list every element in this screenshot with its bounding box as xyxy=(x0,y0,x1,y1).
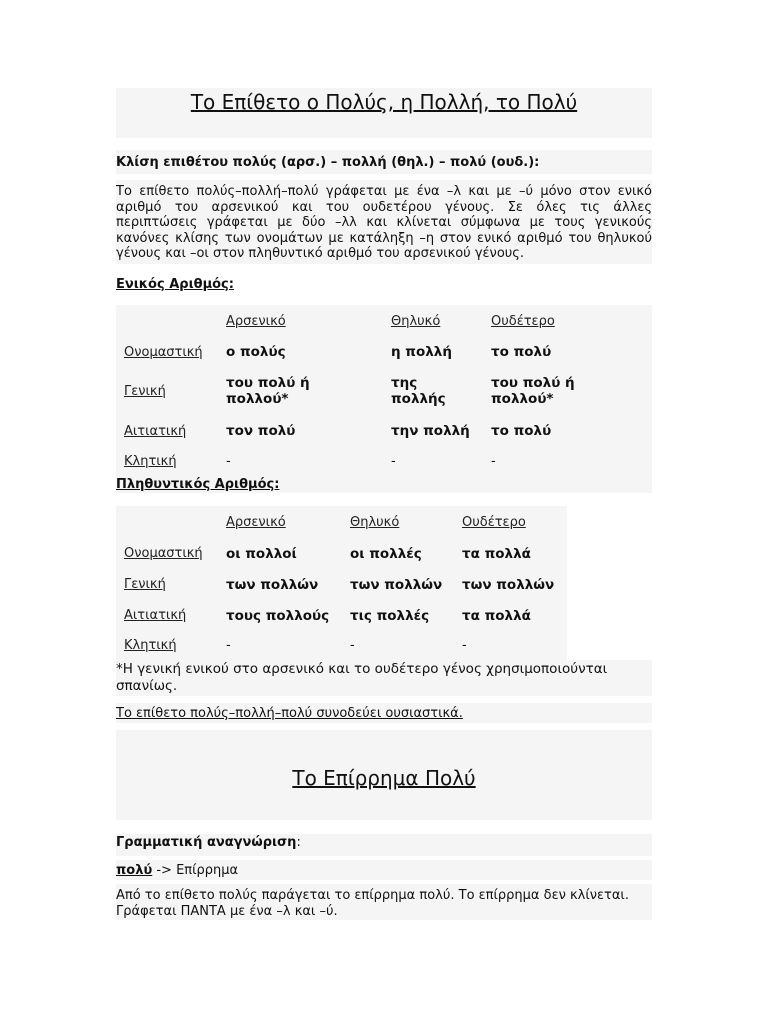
singular-table xyxy=(116,305,652,475)
column-header: Θηλυκό xyxy=(391,313,441,329)
table-cell: - xyxy=(391,453,396,469)
intro-line: αριθμό του αρσενικού και του ουδετέρου γένους. Σε όλες τις άλλες xyxy=(116,199,652,215)
table-cell: οι πολλοί xyxy=(226,545,297,562)
plural-heading: Πληθυντικός Αριθμός: xyxy=(116,477,280,492)
case-label: Γενική xyxy=(124,577,166,592)
intro-paragraph xyxy=(116,184,652,262)
table-cell: των πολλών xyxy=(350,576,443,593)
table-cell: της πολλής xyxy=(391,375,446,407)
case-label: Ονομαστική xyxy=(124,344,203,360)
table-cell: το πολύ xyxy=(491,423,552,439)
case-label: Κλητική xyxy=(124,638,177,653)
table-cell: - xyxy=(226,638,231,653)
table-row xyxy=(116,538,567,569)
footnote-line: σπανίως. xyxy=(116,678,178,694)
table-cell: το πολύ xyxy=(491,344,552,360)
intro-line: κανόνες κλίσης των ονομάτων με κατάληξη –η στον ενικό αριθμό του θηλυκού xyxy=(116,230,652,246)
intro-line: Το επίθετο πολύς–πολλή–πολύ γράφεται με ένα –λ και με –ύ μόνο στον ενικό xyxy=(116,184,652,199)
table-cell: η πολλή xyxy=(391,344,452,360)
table-cell: τους πολλούς xyxy=(226,607,330,624)
table-cell: τα πολλά xyxy=(462,607,531,624)
adverb-title: Το Επίρρημα Πολύ xyxy=(292,766,476,790)
intro-line: περιπτώσεις γράφεται με δύο –λλ και κλίνεται σύμφωνα με τους γενικούς xyxy=(116,215,652,230)
column-header: Ουδέτερο xyxy=(462,514,526,530)
table-row xyxy=(116,569,567,600)
table-cell: του πολύ ή πολλού* xyxy=(226,375,310,407)
adverb-text-line: Από το επίθετο πολύς παράγεται το επίρρημα πολύ. Το επίρρημα δεν κλίνεται. xyxy=(116,888,629,903)
adverb-text xyxy=(116,888,652,919)
table-cell: τις πολλές xyxy=(350,607,430,624)
case-label: Κλητική xyxy=(124,453,177,469)
table-row xyxy=(116,415,652,447)
table-cell: ο πολύς xyxy=(226,344,286,360)
case-label: Ονομαστική xyxy=(124,546,203,561)
case-label: Αιτιατική xyxy=(124,423,187,439)
column-header: Αρσενικό xyxy=(226,514,286,530)
table-cell: τα πολλά xyxy=(462,545,531,562)
column-header: Αρσενικό xyxy=(226,313,286,329)
adverb-word: πολύ xyxy=(116,863,153,878)
table-cell: την πολλή xyxy=(391,423,470,439)
word-line xyxy=(116,863,652,879)
intro-line: γένους και –οι στον πληθυντικό αριθμό του αρσενικού γένους. xyxy=(116,246,525,261)
column-header: Ουδέτερο xyxy=(491,313,555,329)
table-cell: του πολύ ή πολλού* xyxy=(491,375,575,407)
table-cell: τον πολύ xyxy=(226,423,296,439)
footnote xyxy=(116,661,652,695)
table-cell: - xyxy=(462,638,467,653)
table-row xyxy=(116,337,652,367)
footnote-line: *Η γενική ενικού στο αρσενικό και το ουδέτερο γένος χρησιμοποιούνται xyxy=(116,661,608,677)
adverb-text-line: Γράφεται ΠΑΝΤΑ με ένα –λ και –ύ. xyxy=(116,903,338,919)
table-cell: - xyxy=(226,453,231,469)
word-classification: -> Επίρρημα xyxy=(152,863,239,878)
table-row xyxy=(116,367,652,415)
table-cell: - xyxy=(350,638,355,653)
recognition-colon: : xyxy=(296,835,301,850)
recognition-label: Γραμματική αναγνώριση xyxy=(116,835,297,850)
usage-note: Το επίθετο πολύς–πολλή–πολύ συνοδεύει ουσιαστικά. xyxy=(116,706,463,721)
table-cell: - xyxy=(491,453,496,469)
case-label: Γενική xyxy=(124,383,166,399)
column-header: Θηλυκό xyxy=(350,514,400,530)
recognition-line xyxy=(116,835,652,851)
singular-heading: Ενικός Αριθμός: xyxy=(116,277,234,292)
plural-table xyxy=(116,506,567,660)
table-cell: οι πολλές xyxy=(350,545,422,562)
declension-subtitle: Κλίση επιθέτου πολύς (αρσ.) – πολλή (θηλ.) – πολύ (ουδ.): xyxy=(116,155,540,170)
table-row xyxy=(116,600,567,631)
page-title: Το Επίθετο ο Πολύς, η Πολλή, το Πολύ xyxy=(190,90,578,114)
table-row xyxy=(116,447,652,475)
table-row xyxy=(116,631,567,660)
case-label: Αιτιατική xyxy=(124,608,187,623)
table-cell: των πολλών xyxy=(462,576,555,593)
table-cell: των πολλών xyxy=(226,576,319,593)
